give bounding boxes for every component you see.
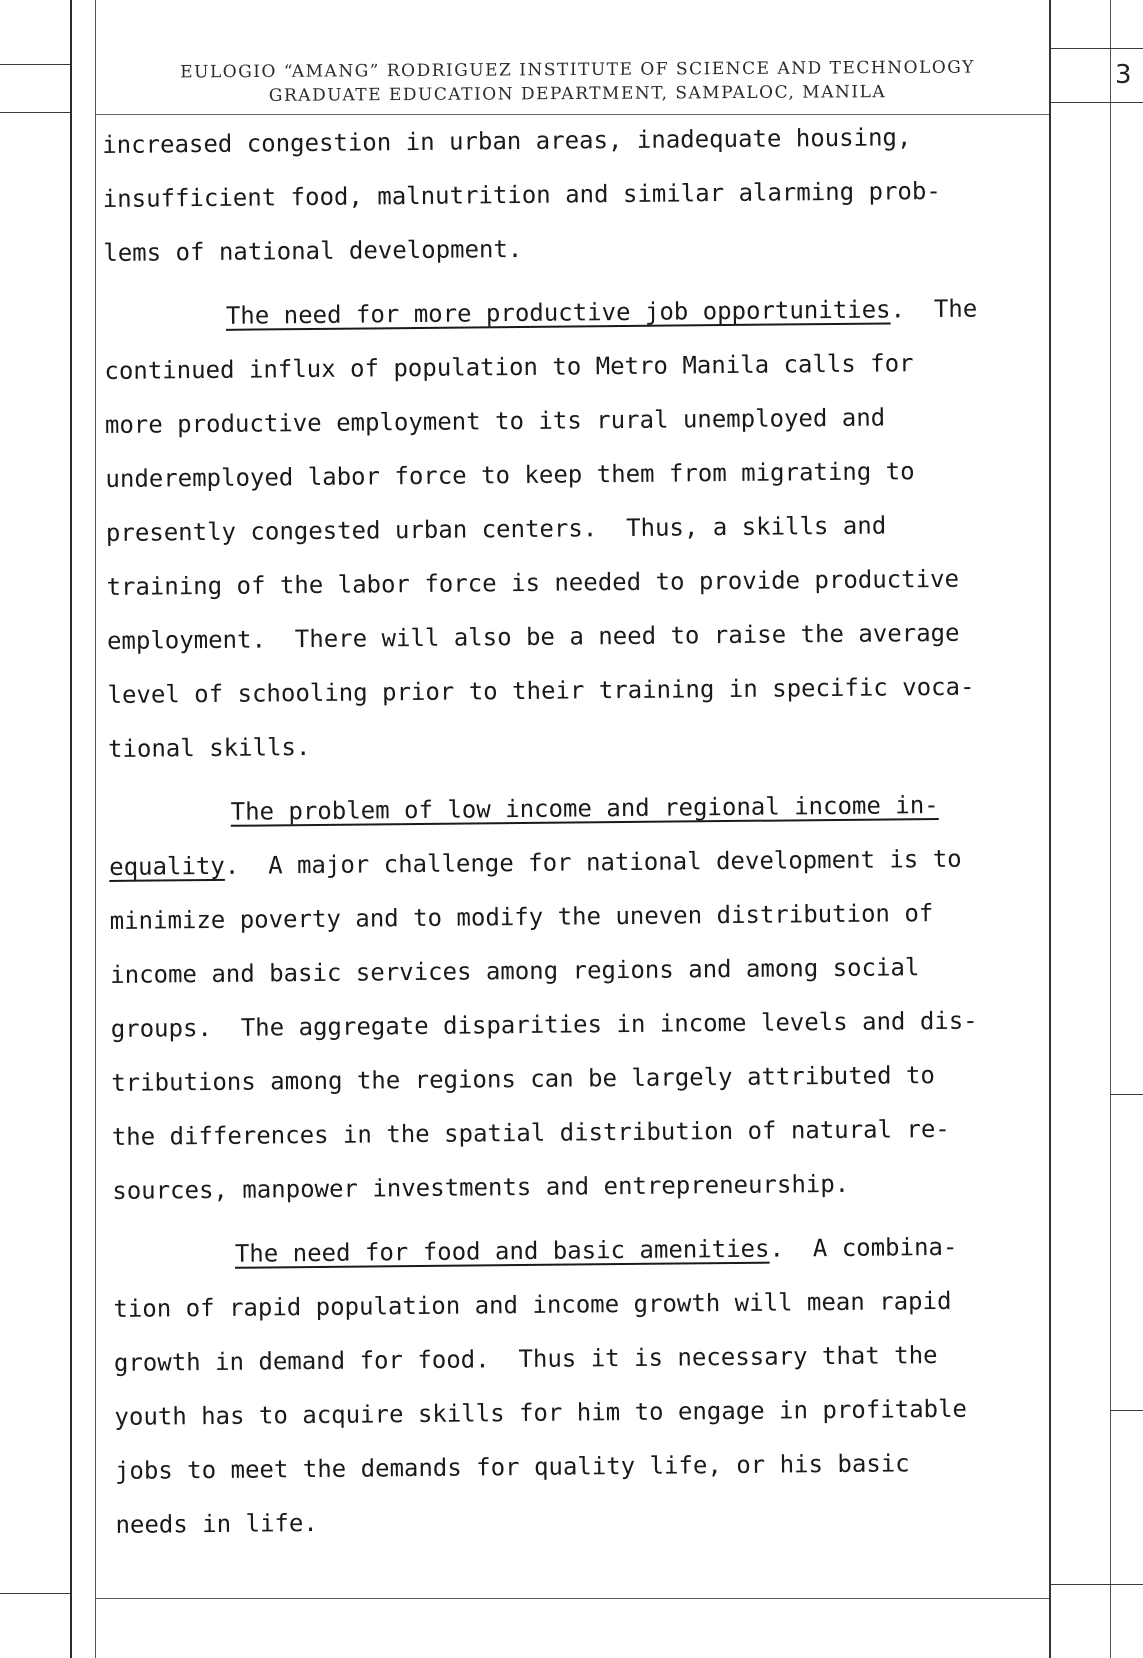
text-line: more productive employment to its rural unemployed and [104, 403, 886, 439]
text-line [108, 777, 1083, 840]
text-line: continued influx of population to Metro Manila calls for [104, 349, 914, 385]
institute-name: EULOGIO “AMANG” RODRIGUEZ INSTITUTE OF SCIENCE AND TECHNOLOGY [180, 57, 975, 83]
text-line: presently congested urban centers. Thus, a skills and [105, 511, 887, 547]
text-line: training of the labor force is needed to provide productive [106, 564, 960, 601]
paragraph-1 [102, 109, 1079, 280]
header-bottom-rule-right [1051, 102, 1143, 103]
text-run: . A combina- [769, 1232, 958, 1263]
paragraph-3 [108, 777, 1087, 1218]
text-run: . A major challenge for national development is to [224, 844, 962, 880]
text-line: sources, manpower investments and entrepreneurship. [112, 1169, 850, 1205]
department-address: GRADUATE EDUCATION DEPARTMENT, SAMPALOC, MANILA [268, 82, 887, 106]
footer-rule [96, 1598, 1049, 1599]
text-line: lems of national development. [103, 234, 523, 267]
text-line: income and basic services among regions and among social [110, 953, 920, 989]
left-inner-rule [95, 0, 96, 1658]
section-heading-food-amenities: The need for food and basic amenities [234, 1234, 770, 1268]
text-line: groups. The aggregate disparities in income levels and dis- [110, 1006, 978, 1043]
text-line: tional skills. [107, 733, 311, 763]
paragraph-2 [104, 281, 1084, 776]
text-line: level of schooling prior to their training in specific voca- [107, 672, 975, 709]
header-top-rule-right [1051, 48, 1143, 49]
text-line: insufficient food, malnutrition and similar alarming prob- [102, 176, 941, 213]
left-margin-rule [70, 0, 72, 1658]
footer-rule-right [1051, 1584, 1143, 1585]
text-line: increased congestion in urban areas, inadequate housing, [102, 123, 912, 159]
letterhead [100, 58, 1055, 106]
right-tick-2 [1110, 1410, 1143, 1411]
text-line: youth has to acquire skills for him to engage in profitable [114, 1394, 968, 1431]
paragraph-4 [113, 1219, 1091, 1552]
page-number: 3 [1115, 60, 1132, 90]
text-line [113, 1219, 1088, 1282]
text-line: underemployed labor force to keep them from migrating to [105, 457, 915, 493]
text-line: needs in life. [115, 1508, 318, 1539]
text-line [104, 281, 1079, 344]
right-tick-1 [1110, 1094, 1143, 1095]
section-heading-income-inequality-cont: equality [109, 851, 225, 881]
section-heading-job-opportunities: The need for more productive job opportunities [225, 295, 891, 330]
section-heading-income-inequality: The problem of low income and regional income in- [230, 791, 939, 826]
header-top-rule [0, 64, 70, 65]
header-bottom-rule-left [0, 112, 70, 113]
text-line: the differences in the spatial distribution of natural re- [111, 1114, 950, 1151]
text-line: growth in demand for food. Thus it is necessary that the [113, 1341, 938, 1377]
text-line: jobs to meet the demands for quality life, or his basic [114, 1449, 910, 1485]
text-line: minimize poverty and to modify the uneven distribution of [109, 899, 934, 935]
text-line [109, 831, 1084, 894]
text-run: . The [890, 294, 978, 324]
text-line: tributions among the regions can be largely attributed to [111, 1061, 935, 1097]
footer-rule-left [0, 1593, 70, 1594]
text-line: employment. There will also be a need to raise the average [106, 618, 960, 655]
body-text [102, 109, 1091, 1552]
text-line: tion of rapid population and income growth will mean rapid [113, 1286, 952, 1323]
